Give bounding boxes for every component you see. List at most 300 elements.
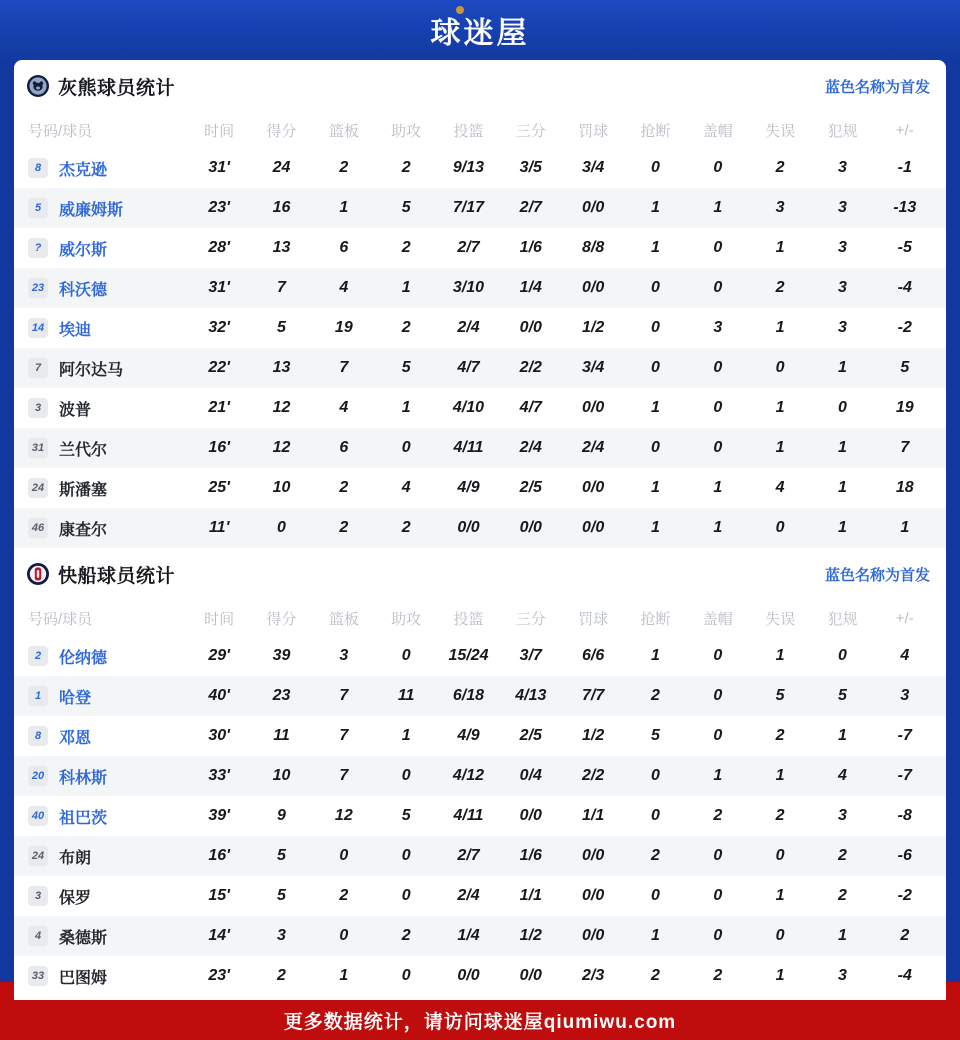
stat-value: 0/0 <box>519 807 542 824</box>
stat-value: 23 <box>272 687 291 704</box>
stat-value: 1 <box>775 767 785 784</box>
player-row <box>14 268 946 308</box>
stat-value: 6/6 <box>582 647 605 664</box>
column-header-5: 投篮 <box>453 122 484 140</box>
stat-value: 2 <box>900 927 910 944</box>
stat-value: 7 <box>339 687 349 704</box>
stat-value: 15' <box>208 887 230 904</box>
stat-value: 23' <box>208 967 230 984</box>
stat-value: 0/0 <box>519 967 542 984</box>
stat-value: 1 <box>837 359 847 376</box>
stat-value: 0 <box>775 519 785 536</box>
stat-value: 0 <box>713 439 723 456</box>
player-cell <box>28 965 188 988</box>
stat-value: 3 <box>837 319 847 336</box>
column-header-row <box>14 600 946 636</box>
stat-value: 6/18 <box>452 687 485 704</box>
stat-value: 4/7 <box>457 359 480 376</box>
stat-value: 3/4 <box>582 159 605 176</box>
player-cell <box>28 237 188 260</box>
stat-value: 2 <box>775 727 785 744</box>
player-name[interactable]: 哈登 <box>59 689 92 707</box>
column-header-4: 助攻 <box>391 610 422 628</box>
stat-value: 3/4 <box>582 359 605 376</box>
team-section-clippers <box>14 548 946 996</box>
stat-value: 5 <box>401 359 411 376</box>
stat-value: 1 <box>837 519 847 536</box>
stat-value: 5 <box>651 727 660 744</box>
stat-value: 0 <box>837 399 847 416</box>
stat-value: 0 <box>775 927 785 944</box>
stat-value: 39' <box>208 807 230 824</box>
player-name[interactable]: 阿尔达马 <box>59 361 124 379</box>
player-row <box>14 916 946 956</box>
stat-value: 6 <box>339 239 349 256</box>
stat-value: 1 <box>401 399 411 416</box>
stat-value: 0/0 <box>582 199 605 216</box>
stat-value: -8 <box>897 807 912 824</box>
player-cell <box>28 157 188 180</box>
stat-value: 2 <box>651 967 660 984</box>
stat-value: -2 <box>897 319 912 336</box>
jersey-number-badge: 40 <box>28 806 48 826</box>
stat-value: 7/7 <box>582 687 605 704</box>
stat-value: 1 <box>713 519 723 536</box>
stat-value: -7 <box>897 767 912 784</box>
stat-value: 4 <box>339 279 349 296</box>
player-row <box>14 756 946 796</box>
grizzlies-logo-icon <box>26 74 50 98</box>
stat-value: 12 <box>272 439 291 456</box>
stat-value: 5 <box>775 687 785 704</box>
column-header-10: 失误 <box>765 122 796 140</box>
player-cell <box>28 357 188 380</box>
stat-value: 1 <box>837 479 847 496</box>
player-name[interactable]: 波普 <box>59 401 92 419</box>
player-name[interactable]: 威尔斯 <box>59 241 108 259</box>
stat-value: -5 <box>897 239 912 256</box>
stat-value: 7 <box>339 727 349 744</box>
stat-value: 2 <box>401 239 411 256</box>
column-header-player: 号码/球员 <box>28 122 93 140</box>
stat-value: 24 <box>272 159 291 176</box>
stat-value: -4 <box>897 279 912 296</box>
stat-value: 7 <box>900 439 910 456</box>
player-cell <box>28 197 188 220</box>
stat-value: 0 <box>713 887 723 904</box>
stat-value: 1 <box>775 239 785 256</box>
player-row <box>14 636 946 676</box>
stat-value: 19 <box>895 399 914 416</box>
jersey-number-badge: 2 <box>28 646 48 666</box>
stat-value: 10 <box>272 767 291 784</box>
stat-value: 2 <box>775 159 785 176</box>
player-row <box>14 188 946 228</box>
stat-value: 30' <box>208 727 230 744</box>
stat-value: 40' <box>208 687 230 704</box>
section-title: 灰熊球员统计 <box>58 77 176 99</box>
player-name[interactable]: 保罗 <box>59 889 92 907</box>
stat-value: 1 <box>651 647 660 664</box>
stat-value: 0 <box>775 359 785 376</box>
stat-value: 1 <box>775 887 785 904</box>
stat-value: 14' <box>208 927 230 944</box>
stat-value: 2 <box>775 807 785 824</box>
player-name[interactable]: 科沃德 <box>59 281 108 299</box>
player-name[interactable]: 祖巴茨 <box>59 809 108 827</box>
stat-value: 2 <box>401 927 411 944</box>
stat-value: 1/4 <box>519 279 542 296</box>
column-header-7: 罚球 <box>578 610 609 628</box>
stat-value: 2 <box>837 887 847 904</box>
stat-value: 33' <box>208 767 230 784</box>
player-name[interactable]: 杰克逊 <box>59 161 108 179</box>
stat-value: 11 <box>273 727 290 744</box>
starter-legend: 蓝色名称为首发 <box>824 566 930 584</box>
stat-value: 3/7 <box>519 647 542 664</box>
column-header-11: 犯规 <box>827 610 858 628</box>
stat-value: -7 <box>897 727 912 744</box>
stat-value: 7 <box>277 279 286 296</box>
player-name[interactable]: 斯潘塞 <box>59 481 108 499</box>
jersey-number-badge: ? <box>28 238 48 258</box>
stat-value: 3 <box>775 199 785 216</box>
stat-value: 1 <box>651 199 660 216</box>
jersey-number-badge: 8 <box>28 158 48 178</box>
stat-value: 0 <box>651 319 660 336</box>
player-row <box>14 348 946 388</box>
stat-value: 4 <box>900 647 910 664</box>
stat-value: 1 <box>401 279 411 296</box>
player-name[interactable]: 兰代尔 <box>59 441 108 459</box>
stat-value: 0 <box>401 967 411 984</box>
stat-value: 2 <box>713 967 723 984</box>
player-cell <box>28 725 188 748</box>
stat-value: 2/5 <box>519 727 542 744</box>
stat-value: 5 <box>277 847 286 864</box>
stat-value: 0 <box>651 807 660 824</box>
stat-value: 4/7 <box>519 399 542 416</box>
stat-value: 1 <box>713 199 723 216</box>
stat-value: 1 <box>775 647 785 664</box>
stats-card <box>14 60 946 1000</box>
stat-value: 0 <box>837 647 847 664</box>
stat-value: 25' <box>208 479 230 496</box>
stat-value: 11 <box>397 687 415 704</box>
stat-value: -4 <box>897 967 912 984</box>
stat-value: 0 <box>277 519 286 536</box>
stat-value: 1 <box>775 399 785 416</box>
jersey-number-badge: 33 <box>28 966 48 986</box>
player-cell <box>28 765 188 788</box>
stat-value: 0 <box>713 159 723 176</box>
player-name[interactable]: 布朗 <box>59 849 92 867</box>
column-header-8: 抢断 <box>640 122 671 140</box>
stat-value: 5 <box>837 687 847 704</box>
jersey-number-badge: 7 <box>28 358 48 378</box>
stat-value: 0 <box>651 767 660 784</box>
jersey-number-badge: 4 <box>28 926 48 946</box>
column-header-1: 时间 <box>204 610 235 628</box>
column-header-12: +/- <box>895 121 914 139</box>
stat-value: 16 <box>272 199 291 216</box>
stat-value: 2/5 <box>519 479 542 496</box>
stat-value: 7 <box>339 359 349 376</box>
stat-value: 6 <box>339 439 349 456</box>
stat-value: 1/2 <box>519 927 542 944</box>
player-cell <box>28 477 188 500</box>
stat-value: 4 <box>339 399 349 416</box>
player-row <box>14 308 946 348</box>
stat-value: 16' <box>208 439 230 456</box>
player-name[interactable]: 科林斯 <box>59 769 108 787</box>
stat-value: 3 <box>713 319 723 336</box>
jersey-number-badge: 46 <box>28 518 48 538</box>
stat-value: 16' <box>208 847 230 864</box>
stat-value: 2 <box>713 807 723 824</box>
column-header-2: 得分 <box>266 610 297 628</box>
player-cell <box>28 517 188 540</box>
stat-value: 0 <box>401 847 411 864</box>
stat-value: 4 <box>401 479 411 496</box>
player-row <box>14 148 946 188</box>
site-footer <box>0 1000 960 1040</box>
stat-value: 1/6 <box>519 239 542 256</box>
stat-value: 1 <box>339 967 349 984</box>
stat-value: 0 <box>651 159 660 176</box>
stat-value: 3 <box>837 967 847 984</box>
stat-value: 0 <box>713 239 723 256</box>
stat-value: 2/4 <box>582 439 605 456</box>
player-name[interactable]: 埃迪 <box>59 321 92 339</box>
stat-value: 4/13 <box>515 687 547 704</box>
player-rows <box>14 148 946 548</box>
stat-value: 1 <box>837 927 847 944</box>
stat-value: 4/10 <box>452 399 485 416</box>
jersey-number-badge: 23 <box>28 278 48 298</box>
stat-value: 0 <box>713 927 723 944</box>
stat-value: 0 <box>401 887 411 904</box>
stat-value: 1/4 <box>457 927 480 944</box>
player-name[interactable]: 巴图姆 <box>59 969 108 987</box>
stat-value: 0/4 <box>519 767 542 784</box>
player-cell <box>28 397 188 420</box>
column-header-9: 盖帽 <box>702 122 733 140</box>
jersey-number-badge: 1 <box>28 686 48 706</box>
stat-value: 11' <box>208 519 230 536</box>
stat-value: 1 <box>775 439 785 456</box>
jersey-number-badge: 14 <box>28 318 48 338</box>
site-logo-text: 球迷屋 <box>430 17 530 50</box>
player-cell <box>28 925 188 948</box>
player-name[interactable]: 桑德斯 <box>59 929 108 947</box>
player-row <box>14 468 946 508</box>
stat-value: 2 <box>651 847 660 864</box>
jersey-number-badge: 3 <box>28 886 48 906</box>
stat-value: 1 <box>651 479 660 496</box>
stat-value: 3 <box>837 159 847 176</box>
stat-value: 2/7 <box>519 199 542 216</box>
stat-value: 4/11 <box>453 439 484 456</box>
jersey-number-badge: 31 <box>28 438 48 458</box>
stat-value: 2 <box>339 479 349 496</box>
column-header-row <box>14 112 946 148</box>
stat-value: 4/11 <box>453 807 484 824</box>
stat-value: 8/8 <box>582 239 605 256</box>
stat-value: 2 <box>401 159 411 176</box>
stat-value: 31' <box>208 159 230 176</box>
stat-value: 2 <box>651 687 660 704</box>
stat-value: 0/0 <box>519 519 542 536</box>
stat-value: 1/2 <box>582 727 605 744</box>
player-row <box>14 228 946 268</box>
stat-value: 4/9 <box>457 479 480 496</box>
stat-value: 1 <box>651 519 660 536</box>
stat-value: 2/4 <box>457 887 480 904</box>
stat-value: 18 <box>895 479 914 496</box>
column-header-11: 犯规 <box>827 122 858 140</box>
stat-value: 3 <box>837 807 847 824</box>
stat-value: 0 <box>651 279 660 296</box>
stat-value: 5 <box>900 359 910 376</box>
stat-value: 19 <box>334 319 353 336</box>
stat-value: 1 <box>837 439 847 456</box>
player-cell <box>28 317 188 340</box>
stat-value: 2/7 <box>457 239 480 256</box>
clippers-logo-icon <box>26 562 50 586</box>
stat-value: 1 <box>651 399 660 416</box>
stat-value: 1/1 <box>519 887 542 904</box>
footer-text: 更多数据统计，请访问球迷屋qiumiwu.com <box>283 1011 677 1033</box>
stat-value: 0 <box>401 767 411 784</box>
player-name[interactable]: 邓恩 <box>59 729 92 747</box>
stat-value: -2 <box>897 887 912 904</box>
stat-value: 0/0 <box>457 967 480 984</box>
stat-value: 2 <box>339 887 349 904</box>
stat-value: 2 <box>339 159 349 176</box>
player-name[interactable]: 康查尔 <box>59 521 108 539</box>
column-header-8: 抢断 <box>640 610 671 628</box>
stat-value: 29' <box>208 647 230 664</box>
stat-value: 2/2 <box>582 767 605 784</box>
stat-value: 0/0 <box>582 927 605 944</box>
column-header-3: 篮板 <box>328 122 359 140</box>
player-name[interactable]: 威廉姆斯 <box>59 201 124 219</box>
stat-value: 1 <box>339 199 349 216</box>
stat-value: 0 <box>339 927 349 944</box>
column-header-7: 罚球 <box>578 122 609 140</box>
stat-value: 0 <box>401 439 411 456</box>
jersey-number-badge: 8 <box>28 726 48 746</box>
stat-value: 0 <box>713 359 723 376</box>
stat-value: 2/4 <box>457 319 480 336</box>
player-name[interactable]: 伦纳德 <box>59 649 108 667</box>
player-rows <box>14 636 946 996</box>
player-row <box>14 956 946 996</box>
stat-value: 5 <box>277 887 286 904</box>
stat-value: -6 <box>897 847 912 864</box>
player-row <box>14 876 946 916</box>
column-header-2: 得分 <box>266 122 297 140</box>
stat-value: 2/3 <box>582 967 605 984</box>
stat-value: 0 <box>713 687 723 704</box>
site-header <box>0 0 960 60</box>
stat-value: 0/0 <box>582 847 605 864</box>
stat-value: 3 <box>837 279 847 296</box>
column-header-6: 三分 <box>515 610 546 628</box>
stat-value: 0 <box>713 727 723 744</box>
stat-value: 1 <box>900 519 910 536</box>
stat-value: 0 <box>713 279 723 296</box>
basketball-dot-icon <box>456 6 464 14</box>
team-header <box>14 60 946 112</box>
stat-value: 2 <box>339 519 349 536</box>
stat-value: 0/0 <box>582 519 605 536</box>
stat-value: 2 <box>277 967 286 984</box>
column-header-player: 号码/球员 <box>28 610 93 628</box>
stat-value: 0/0 <box>582 887 605 904</box>
stat-value: 4 <box>775 479 785 496</box>
column-header-12: +/- <box>895 609 914 627</box>
player-cell <box>28 805 188 828</box>
jersey-number-badge: 3 <box>28 398 48 418</box>
stat-value: 2/4 <box>519 439 542 456</box>
stat-value: 3 <box>339 647 349 664</box>
stat-value: 5 <box>277 319 286 336</box>
stat-value: 15/24 <box>448 647 489 664</box>
stat-value: 0/0 <box>582 479 605 496</box>
player-cell <box>28 645 188 668</box>
stat-value: 0 <box>713 847 723 864</box>
jersey-number-badge: 24 <box>28 478 48 498</box>
stat-value: 2/2 <box>519 359 542 376</box>
jersey-number-badge: 5 <box>28 198 48 218</box>
stat-value: 1/1 <box>582 807 605 824</box>
stat-value: 5 <box>401 199 411 216</box>
stat-value: 7/17 <box>452 199 485 216</box>
stat-value: 1 <box>837 727 847 744</box>
stat-value: 0/0 <box>519 319 542 336</box>
stat-value: 1 <box>775 967 785 984</box>
player-cell <box>28 885 188 908</box>
stat-value: 39 <box>272 647 291 664</box>
stat-value: 3/5 <box>519 159 542 176</box>
stat-value: -13 <box>893 199 917 216</box>
stat-value: 0 <box>713 647 723 664</box>
column-header-1: 时间 <box>204 122 235 140</box>
player-cell <box>28 437 188 460</box>
stat-value: -1 <box>897 159 912 176</box>
stat-value: 9/13 <box>452 159 485 176</box>
player-row <box>14 836 946 876</box>
site-logo[interactable] <box>431 8 530 52</box>
stat-value: 2 <box>837 847 847 864</box>
stat-value: 1 <box>401 727 411 744</box>
jersey-number-badge: 24 <box>28 846 48 866</box>
player-cell <box>28 685 188 708</box>
stat-value: 1 <box>775 319 785 336</box>
column-header-10: 失误 <box>765 610 796 628</box>
player-row <box>14 508 946 548</box>
stat-value: 3 <box>837 239 847 256</box>
stat-value: 0 <box>775 847 785 864</box>
jersey-number-badge: 20 <box>28 766 48 786</box>
stat-value: 2 <box>401 319 411 336</box>
stat-value: 13 <box>272 239 291 256</box>
player-row <box>14 388 946 428</box>
stat-value: 1 <box>651 239 660 256</box>
player-row <box>14 796 946 836</box>
